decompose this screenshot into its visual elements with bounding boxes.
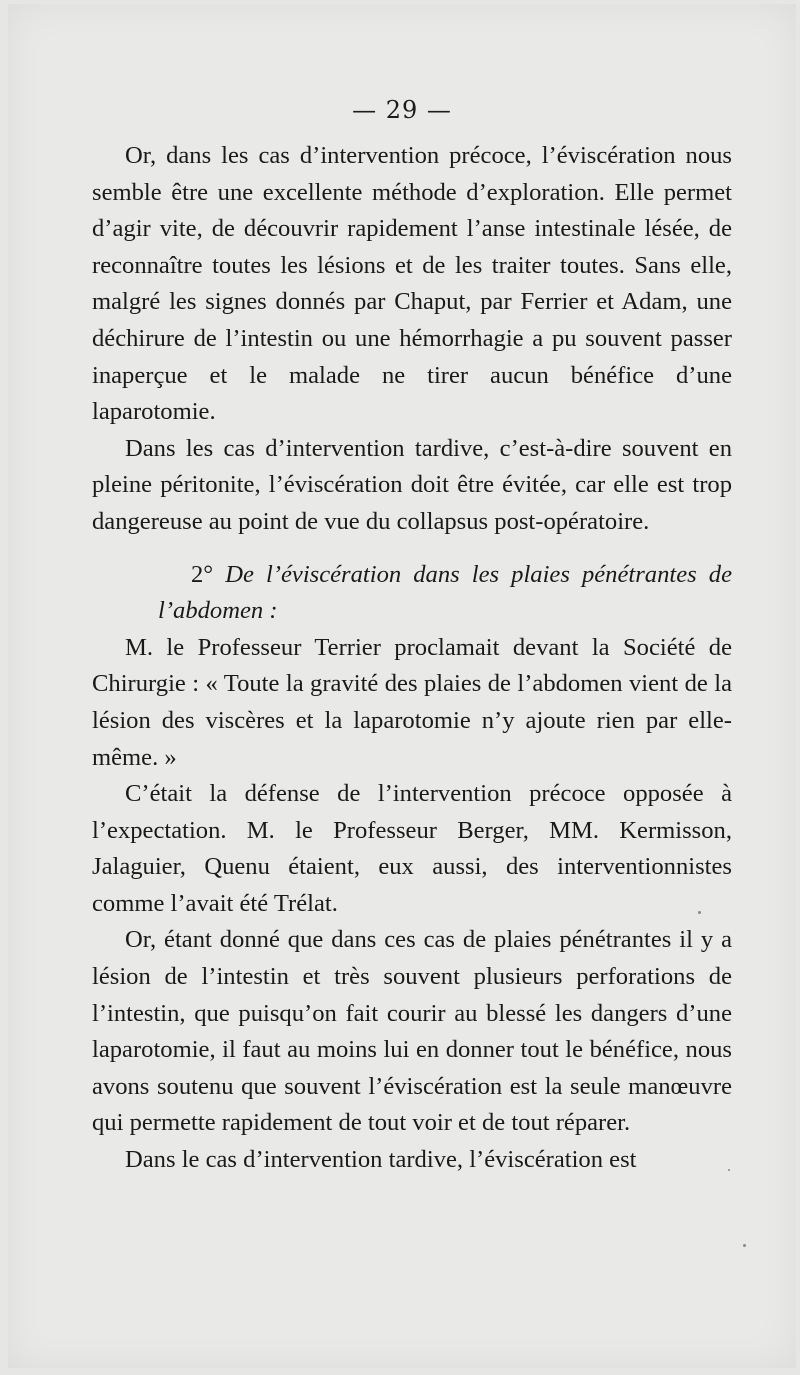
document-page xyxy=(8,4,796,1368)
paragraph: Dans le cas d’intervention tardive, l’éviscération est xyxy=(125,1146,637,1174)
paper-speck xyxy=(698,911,701,914)
paper-speck xyxy=(728,1169,730,1171)
section-heading xyxy=(92,557,732,630)
paragraph: Or, dans les cas d’intervention précoce, l’éviscération nous semble être une excellente méthode d’exploration. Elle permet d’agir vite, de découvrir rapidement l’anse intestinale lésée, de reconnaître toutes les lésions et de les traiter toutes. Sans elle, malgré les signes donnés par Chaput, par Ferrier et Adam, une déchirure de l’intestin ou une hémorrhagie a pu souvent passer inaperçue et le malade ne tirer aucun bénéfice d’une laparotomie. xyxy=(92,142,732,426)
section-number: 2° xyxy=(191,560,214,588)
page-number: — 29 — xyxy=(352,96,452,124)
paragraph: C’était la défense de l’intervention précoce opposée à l’expectation. M. le Professeur Berger, MM. Kermisson, Jalaguier, Quenu étaient, eux aussi, des interventionnistes comme l’avait été Trélat. xyxy=(92,780,732,917)
paragraph: M. le Professeur Terrier proclamait devant la Société de Chirurgie : « Toute la gravité des plaies de l’abdomen vient de la lésion des viscères et la laparotomie n’y ajoute rien par elle-même. » xyxy=(92,633,732,771)
paragraph: Dans les cas d’intervention tardive, c’est-à-dire souvent en pleine péritonite, l’éviscération doit être évitée, car elle est trop dangereuse au point de vue du collapsus post-opératoire. xyxy=(92,434,732,535)
paper-speck xyxy=(743,1244,746,1247)
section-title: De l’éviscération dans les plaies pénétrantes de l’abdomen : xyxy=(158,560,732,625)
paragraph: Or, étant donné que dans ces cas de plaies pénétrantes il y a lésion de l’intestin et très souvent plusieurs perforations de l’intestin, que puisqu’on fait courir au blessé les dangers d’une laparotomie, il faut au moins lui en donner tout le bénéfice, nous avons soutenu que souvent l’éviscération est la seule manœuvre qui permette rapidement de tout voir et de tout réparer. xyxy=(92,926,732,1137)
body-text xyxy=(92,138,732,1179)
